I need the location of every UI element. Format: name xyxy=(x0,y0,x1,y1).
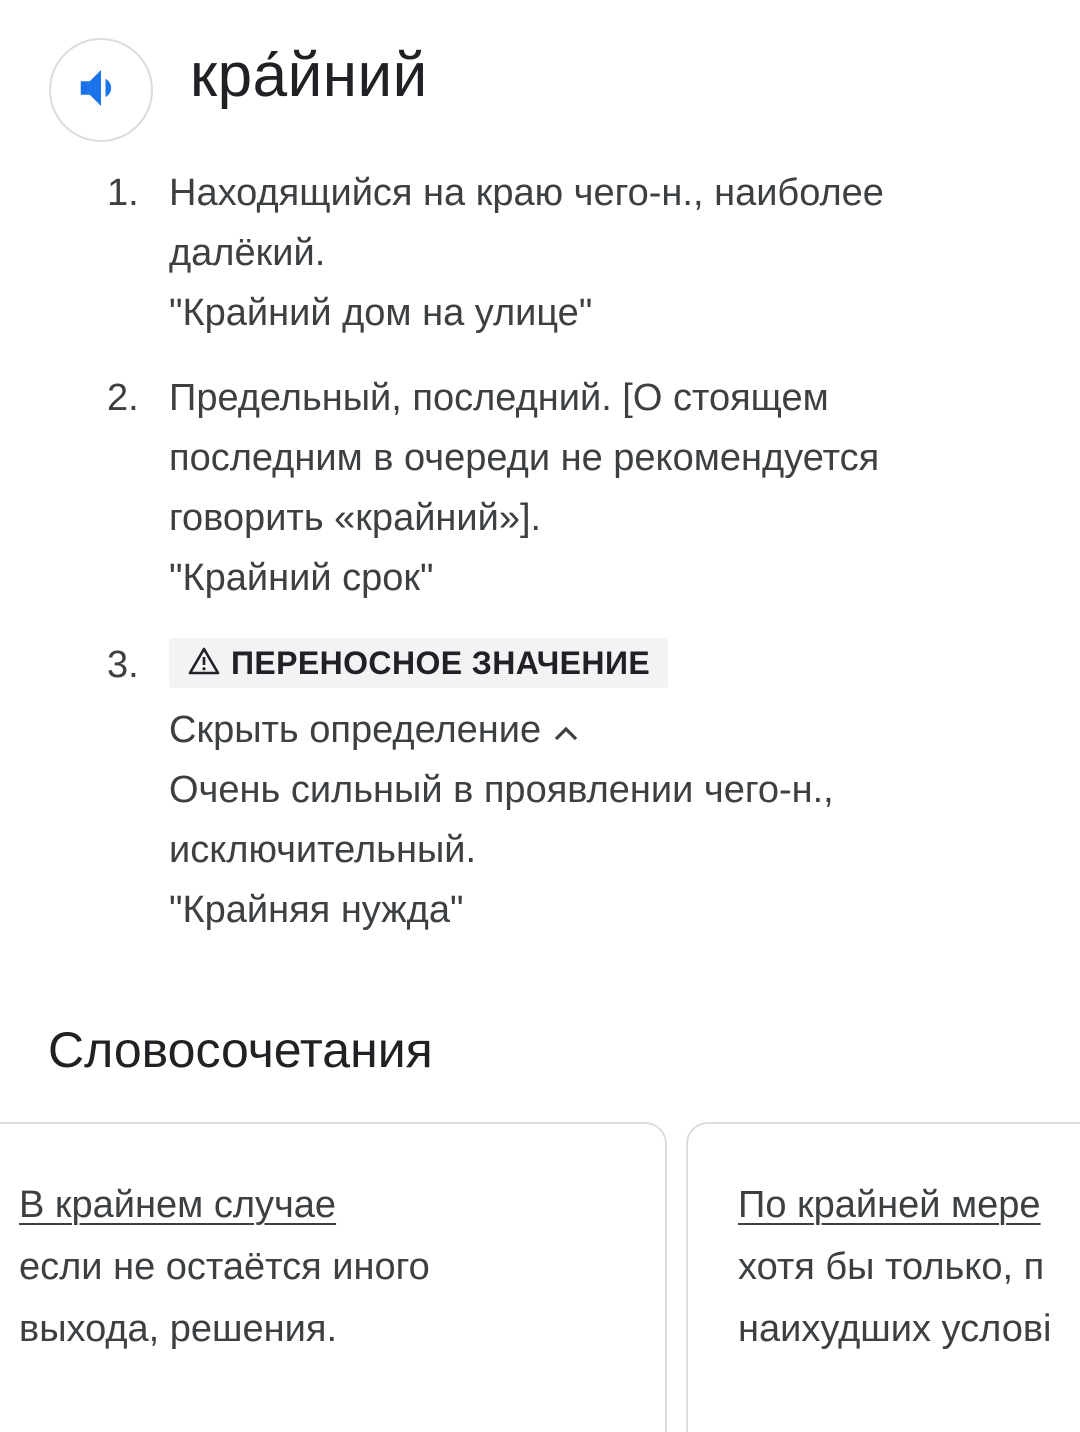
definition-number: 1. xyxy=(107,172,139,214)
collocation-card[interactable] xyxy=(0,1122,667,1432)
collocation-description-line: выхода, решения. xyxy=(19,1308,338,1350)
hide-definition-link[interactable] xyxy=(169,700,1040,760)
collocation-link[interactable]: В крайнем случае xyxy=(19,1184,337,1226)
collocation-description xyxy=(19,1236,430,1360)
collocation-description xyxy=(738,1236,1051,1360)
definition-item xyxy=(0,368,1080,608)
definition-line: говорить «крайний»]. xyxy=(169,497,542,539)
definition-number: 3. xyxy=(107,644,139,686)
pronunciation-button[interactable] xyxy=(49,38,153,142)
volume-up-icon xyxy=(74,61,128,120)
definition-example: "Крайний срок" xyxy=(169,557,434,599)
usage-label-chip xyxy=(169,638,668,688)
definition-line: Предельный, последний. [О стоящем xyxy=(169,377,829,419)
collocation-link[interactable]: По крайней мере xyxy=(738,1184,1041,1226)
collocation-description-line: наихудших услові xyxy=(738,1308,1052,1350)
definition-line: последним в очереди не рекомендуется xyxy=(169,437,880,479)
hide-definition-label: Скрыть определение xyxy=(169,709,542,751)
warning-triangle-icon xyxy=(187,646,221,681)
definitions-list xyxy=(0,163,1080,940)
collocations-heading: Словосочетания xyxy=(48,1022,433,1078)
headword: кра́йний xyxy=(190,41,428,110)
definition-example: "Крайний дом на улице" xyxy=(169,292,593,334)
definition-number: 2. xyxy=(107,377,139,419)
chevron-up-icon xyxy=(553,700,579,760)
definition-line: исключительный. xyxy=(169,829,477,871)
definition-example: "Крайняя нужда" xyxy=(169,889,464,931)
usage-label-text: ПЕРЕНОСНОЕ ЗНАЧЕНИЕ xyxy=(231,644,651,681)
definition-item xyxy=(0,163,1080,343)
collocation-card[interactable] xyxy=(686,1122,1080,1432)
collocation-description-line: если не остаётся иного xyxy=(19,1246,430,1288)
definition-item xyxy=(0,633,1080,940)
definition-line: далёкий. xyxy=(169,232,326,274)
collocation-description-line: хотя бы только, п xyxy=(738,1246,1045,1288)
definition-line: Находящийся на краю чего-н., наиболее xyxy=(169,172,884,214)
definition-line: Очень сильный в проявлении чего-н., xyxy=(169,769,834,811)
